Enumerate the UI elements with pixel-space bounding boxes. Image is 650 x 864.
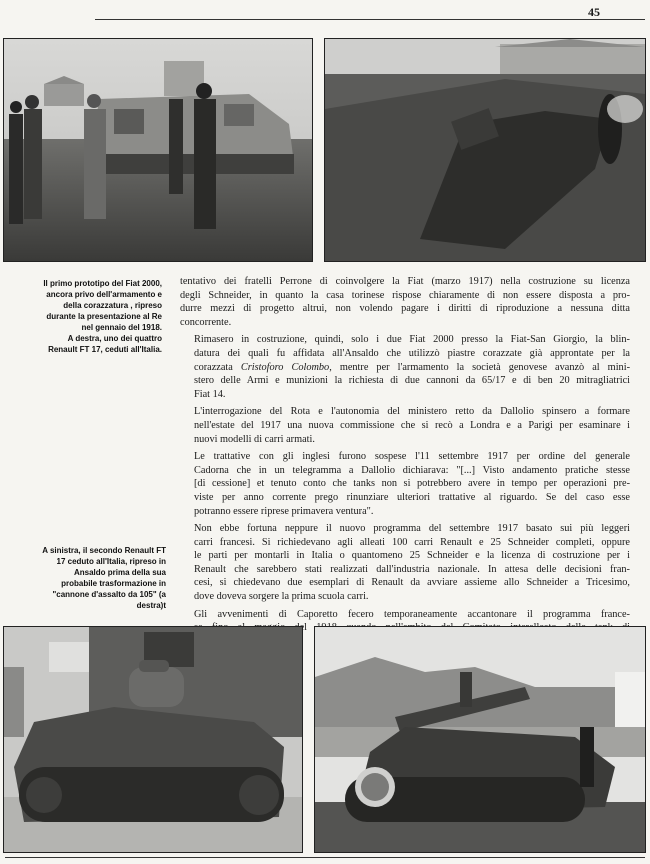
text-line: datura dei quali fu affidata all'Ansaldo che utilizzò piastre corazzate già approntate per la: [194, 347, 630, 359]
text-line: Non ebbe fortuna neppure il nuovo programma del settembre 1917 basato sui più leggeri: [194, 523, 630, 535]
photo-renault-ft17-slope: [324, 38, 646, 262]
text-line: Gli avvenimenti di Caporetto fecero temporaneamente accantonare il programma france-: [194, 608, 630, 620]
paragraph: [180, 333, 630, 401]
text-line: corazzata Cristoforo Colombo, mentre per l'armamento la società genovese avanzò al mini-: [194, 361, 630, 373]
text-line: carri francesi. Si richiedevano agli alleati 100 carri Renault e 25 Schneider completi, oppure: [194, 536, 630, 548]
header-rule: [95, 19, 645, 20]
page-number: 45: [588, 5, 600, 19]
text-line: tentativo dei fratelli Perrone di coinvolgere la Fiat (marzo 1917) nella costruzione su licenza: [180, 276, 630, 287]
photo-cannone-assalto-105: [314, 626, 646, 853]
photo-fiat-2000-prototype: [3, 38, 313, 262]
caption-bottom-photos: A sinistra, il secondo Renault FT 17 ceduto all'Italia, ripreso in Ansaldo prima della sua probabile trasformazione in "cannone d'assalto da 105" (a destra)t: [42, 546, 166, 610]
text-line: durre mezzi di progetto altrui, non volendo pagare i diritti di riproduzione a nessuna ditta: [180, 303, 630, 315]
text-line: Renault che sarebbero stati realizzati dall'industria nazionale. In attesa delle decisioni fran-: [194, 563, 630, 575]
text-line: dove doveva sorgere la prima scuola carri.: [194, 591, 369, 603]
text-line: Cadorna che in un telegramma a Dallolio dichiarava: "[...] Visto andamento pratiche stesse: [194, 464, 630, 476]
paragraph: [180, 275, 630, 329]
text-line: degli Schneider, in quanto la casa torinese rispose chiaramente di non essere disposta a pro-: [180, 289, 630, 301]
text-line: Fiat 14.: [194, 388, 226, 400]
text-line: le parti per montarli in Italia o quantomeno 25 Schneider e la licenza di costruzione per i: [194, 550, 630, 562]
text-line: stero delle Armi e munizioni la richiesta di due cannoni da 65/17 e di ben 20 mitragliatrici: [194, 375, 630, 387]
text-line: nuovi modelli di carri armati.: [194, 433, 315, 445]
text-line: L'interrogazione del Rota e l'autonomia del ministero retto da Dallolio spinsero a formare: [194, 406, 630, 418]
paragraph: [180, 405, 630, 446]
article-body: [180, 275, 630, 639]
text-line: Le trattative con gli inglesi furono sospese l'11 settembre 1917 per ordine del generale: [194, 451, 630, 463]
text-line: potranno essere riprese primavera ventura".: [194, 505, 374, 517]
text-line: nell'estate del 1917 una nuova commissione che si recò a Londra e a Parigi per esaminare i: [194, 419, 630, 431]
paragraph: [180, 450, 630, 518]
text-line: Rimasero in costruzione, quindi, solo i due Fiat 2000 presso la Fiat-San Giorgio, la blin-: [194, 334, 630, 346]
photo-renault-ft17-ansaldo: [3, 626, 303, 853]
text-line: concorrente.: [180, 316, 232, 328]
text-line: viste per anno corrente prego rinunziare ulteriori trattative al riguardo. Se del caso esse: [194, 491, 630, 503]
footer-rule: [5, 857, 645, 858]
caption-top-photos: Il primo prototipo del Fiat 2000, ancora privo dell'armamento e della corazzatura , ripreso durante la presentazione al Re nel gennaio del 1918. A destra, uno dei quattro Renault FT 17, ceduti all'Italia.: [43, 279, 162, 354]
text-line: cesi, si chiedevano due esemplari di Renault da avviare assieme allo Schneider a Tricesimo,: [194, 577, 630, 589]
text-line: [di cessione] et tenuto conto che tanks non si potrebbero avere in tempo per operazioni pre-: [194, 478, 630, 490]
paragraph: [180, 522, 630, 604]
